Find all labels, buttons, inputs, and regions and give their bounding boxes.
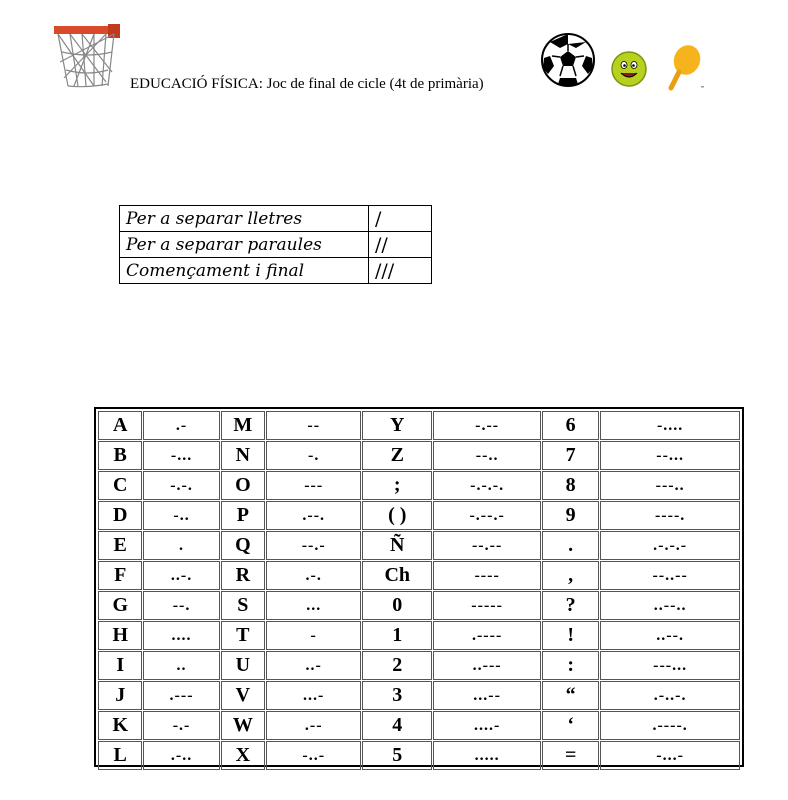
morse-character: ?: [542, 591, 599, 620]
morse-character: 0: [362, 591, 432, 620]
separator-symbol: ///: [369, 258, 432, 284]
morse-character: 2: [362, 651, 432, 680]
morse-code: ..--.: [600, 621, 740, 650]
morse-code: ..--..: [600, 591, 740, 620]
morse-character: U: [221, 651, 265, 680]
morse-character: 7: [542, 441, 599, 470]
table-row: [98, 711, 740, 740]
table-row: [98, 651, 740, 680]
table-row: [98, 501, 740, 530]
morse-code: --..: [433, 441, 541, 470]
morse-character: !: [542, 621, 599, 650]
morse-character: V: [221, 681, 265, 710]
morse-character: 1: [362, 621, 432, 650]
table-row: [98, 561, 740, 590]
morse-code: --...: [600, 441, 740, 470]
morse-code: .-..: [143, 741, 219, 770]
morse-character: 4: [362, 711, 432, 740]
table-row: [98, 471, 740, 500]
table-row: [98, 531, 740, 560]
morse-character: P: [221, 501, 265, 530]
morse-code: ...: [266, 591, 361, 620]
morse-character: M: [221, 411, 265, 440]
table-row: [98, 681, 740, 710]
basketball-hoop-icon: [52, 22, 122, 90]
table-row: [98, 441, 740, 470]
morse-code: -----: [433, 591, 541, 620]
morse-character: L: [98, 741, 142, 770]
morse-character: W: [221, 711, 265, 740]
morse-code: .....: [433, 741, 541, 770]
morse-code: ....-: [433, 711, 541, 740]
morse-code: -.-: [143, 711, 219, 740]
morse-character: 9: [542, 501, 599, 530]
separator-row: [120, 206, 432, 232]
morse-character: F: [98, 561, 142, 590]
morse-character: O: [221, 471, 265, 500]
morse-character: Ch: [362, 561, 432, 590]
paddle-racket-icon: [665, 44, 707, 92]
morse-code: -.--.-: [433, 501, 541, 530]
morse-character: K: [98, 711, 142, 740]
morse-character: D: [98, 501, 142, 530]
morse-code: .-..-.: [600, 681, 740, 710]
morse-character: S: [221, 591, 265, 620]
morse-code: --..--: [600, 561, 740, 590]
morse-character: 6: [542, 411, 599, 440]
morse-code: -..: [143, 501, 219, 530]
page-title: EDUCACIÓ FÍSICA: Joc de final de cicle (4t de primària): [130, 76, 484, 92]
morse-character: I: [98, 651, 142, 680]
table-row: [98, 591, 740, 620]
morse-code: -.--: [433, 411, 541, 440]
morse-character: .: [542, 531, 599, 560]
morse-code: .--: [266, 711, 361, 740]
morse-code: --.--: [433, 531, 541, 560]
morse-code: -...: [143, 441, 219, 470]
morse-character: 8: [542, 471, 599, 500]
morse-code: --.: [143, 591, 219, 620]
morse-character: Z: [362, 441, 432, 470]
morse-code: ..-.: [143, 561, 219, 590]
morse-code: --: [266, 411, 361, 440]
table-row: [98, 621, 740, 650]
morse-character: ‘: [542, 711, 599, 740]
morse-code-table: [94, 407, 744, 767]
morse-character: E: [98, 531, 142, 560]
separator-symbol: /: [369, 206, 432, 232]
separator-row: [120, 258, 432, 284]
morse-character: Ñ: [362, 531, 432, 560]
separator-row: [120, 232, 432, 258]
morse-code: .----.: [600, 711, 740, 740]
morse-character: X: [221, 741, 265, 770]
morse-code: .--.: [266, 501, 361, 530]
separator-label: Per a separar lletres: [120, 206, 369, 232]
morse-character: A: [98, 411, 142, 440]
morse-code: .-.-.-: [600, 531, 740, 560]
morse-code: .---: [143, 681, 219, 710]
separator-legend-table: [119, 205, 432, 284]
morse-character: C: [98, 471, 142, 500]
morse-code: ..: [143, 651, 219, 680]
morse-character: ( ): [362, 501, 432, 530]
morse-code: -.: [266, 441, 361, 470]
morse-character: T: [221, 621, 265, 650]
morse-character: N: [221, 441, 265, 470]
morse-code: --.-: [266, 531, 361, 560]
morse-code: -.-.: [143, 471, 219, 500]
morse-character: B: [98, 441, 142, 470]
morse-character: 3: [362, 681, 432, 710]
morse-code: -....: [600, 411, 740, 440]
morse-character: Q: [221, 531, 265, 560]
morse-code: -.-.-.: [433, 471, 541, 500]
morse-character: 5: [362, 741, 432, 770]
morse-character: ;: [362, 471, 432, 500]
table-row: [98, 411, 740, 440]
soccer-ball-icon: [540, 32, 596, 88]
morse-code: ...-: [266, 681, 361, 710]
morse-code: -: [266, 621, 361, 650]
morse-character: =: [542, 741, 599, 770]
morse-code: .: [143, 531, 219, 560]
morse-code: ----.: [600, 501, 740, 530]
separator-symbol: //: [369, 232, 432, 258]
morse-character: “: [542, 681, 599, 710]
morse-code: .-: [143, 411, 219, 440]
morse-code: .-.: [266, 561, 361, 590]
morse-character: H: [98, 621, 142, 650]
morse-code: ..---: [433, 651, 541, 680]
separator-label: Per a separar paraules: [120, 232, 369, 258]
morse-character: R: [221, 561, 265, 590]
separator-label: Començament i final: [120, 258, 369, 284]
morse-character: Y: [362, 411, 432, 440]
morse-character: J: [98, 681, 142, 710]
morse-code: ..-: [266, 651, 361, 680]
morse-character: ,: [542, 561, 599, 590]
morse-character: :: [542, 651, 599, 680]
morse-code: ...--: [433, 681, 541, 710]
morse-code: ....: [143, 621, 219, 650]
table-row: [98, 741, 740, 770]
morse-code: ----: [433, 561, 541, 590]
tennis-ball-smiley-icon: [610, 50, 648, 88]
morse-code: .----: [433, 621, 541, 650]
morse-code: -..-: [266, 741, 361, 770]
morse-character: G: [98, 591, 142, 620]
morse-code: ---: [266, 471, 361, 500]
morse-code: ---..: [600, 471, 740, 500]
morse-code: -...-: [600, 741, 740, 770]
morse-code: ---...: [600, 651, 740, 680]
